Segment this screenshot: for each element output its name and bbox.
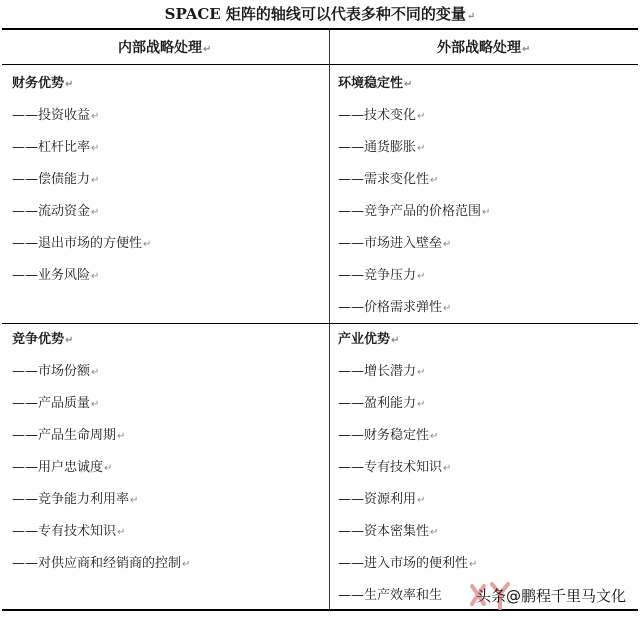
- section-title: 环境稳定性↵: [338, 76, 413, 91]
- list-item: ——需求变化性↵: [338, 172, 439, 187]
- list-item: ——生产效率和生: [338, 588, 443, 603]
- list-item: ——偿债能力↵: [12, 172, 100, 187]
- section-title: 财务优势↵: [12, 76, 74, 91]
- list-item: ——业务风险↵: [12, 268, 100, 283]
- list-item: ——专有技术知识↵: [12, 524, 126, 539]
- list-item: ——竞争压力↵: [338, 268, 426, 283]
- list-item: ——进入市场的便利性↵: [338, 556, 478, 571]
- middle-rule: [2, 323, 638, 324]
- header-external: 外部战略处理↵: [437, 40, 531, 56]
- list-item: ——增长潜力↵: [338, 364, 426, 379]
- list-item: ——产品生命周期↵: [12, 428, 126, 443]
- section-financial: [12, 75, 151, 299]
- header-rule: [2, 64, 638, 65]
- list-item: ——资本密集性↵: [338, 524, 439, 539]
- list-item: ——产品质量↵: [12, 396, 100, 411]
- section-title: 产业优势↵: [338, 332, 400, 347]
- column-divider: [329, 29, 330, 609]
- list-item: ——对供应商和经销商的控制↵: [12, 556, 191, 571]
- section-environment: [338, 75, 490, 331]
- watermark-text: 头条@鹏程千里马文化: [475, 587, 626, 605]
- list-item: ——用户忠诚度↵: [12, 460, 113, 475]
- list-item: ——流动资金↵: [12, 204, 100, 219]
- list-item: ——专有技术知识↵: [338, 460, 452, 475]
- list-item: ——竞争能力利用率↵: [12, 492, 139, 507]
- section-competitive: [12, 331, 190, 587]
- list-item: ——市场份额↵: [12, 364, 100, 379]
- list-item: ——价格需求弹性↵: [338, 300, 452, 315]
- list-item: ——盈利能力↵: [338, 396, 426, 411]
- bottom-rule: [2, 609, 638, 611]
- header-internal: 内部战略处理↵: [118, 40, 212, 56]
- list-item: ——技术变化↵: [338, 108, 426, 123]
- list-item: ——财务稳定性↵: [338, 428, 439, 443]
- page-title: SPACE 矩阵的轴线可以代表多种不同的变量↵: [164, 5, 476, 23]
- list-item: ——竞争产品的价格范围↵: [338, 204, 491, 219]
- list-item: ——资源利用↵: [338, 492, 426, 507]
- top-rule: [2, 28, 638, 30]
- list-item: ——市场进入壁垒↵: [338, 236, 452, 251]
- list-item: ——退出市场的方便性↵: [12, 236, 152, 251]
- list-item: ——通货膨胀↵: [338, 140, 426, 155]
- section-title: 竞争优势↵: [12, 332, 74, 347]
- section-industry: [338, 331, 477, 619]
- list-item: ——杠杆比率↵: [12, 140, 100, 155]
- list-item: ——投资收益↵: [12, 108, 100, 123]
